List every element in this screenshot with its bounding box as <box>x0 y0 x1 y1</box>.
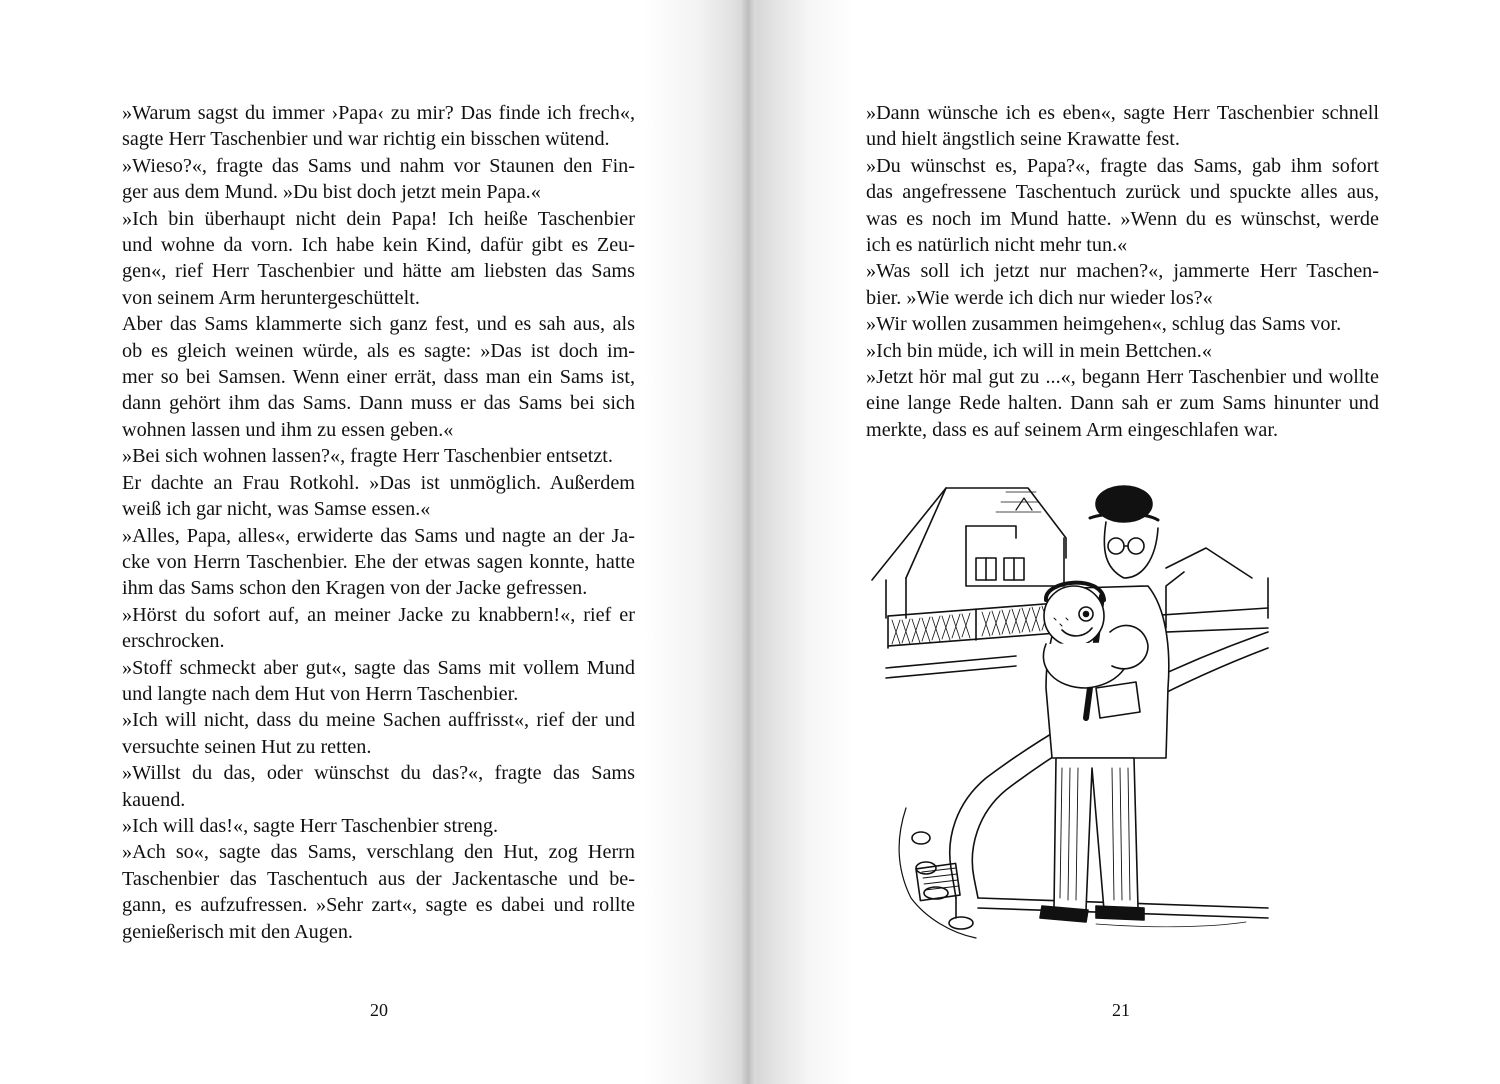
text-line: kauend. <box>122 788 186 811</box>
text-line: eine lange Rede halten. Dann sah er zum Sams hinunter und <box>866 392 1379 415</box>
text-line: Taschenbier das Taschentuch aus der Jackentasche und be- <box>122 867 635 890</box>
text-line: »Du wünschst es, Papa?«, fragte das Sams, gab ihm sofort <box>866 154 1379 177</box>
text-line: ihm das Sams schon den Kragen von der Jacke gefressen. <box>122 577 588 600</box>
text-line: »Stoff schmeckt aber gut«, sagte das Sams mit vollem Mund <box>122 656 635 679</box>
text-line: »Warum sagst du immer ›Papa‹ zu mir? Das finde ich frech«, <box>122 102 635 124</box>
text-line: bier. »Wie werde ich dich nur wieder los?« <box>866 286 1213 309</box>
text-line: wohnen lassen und ihm zu essen geben.« <box>122 418 454 441</box>
text-line: gen«, rief Herr Taschenbier und hätte am liebsten das Sams <box>122 260 635 283</box>
text-line: »Ach so«, sagte das Sams, verschlang den Hut, zog Herrn <box>122 841 635 864</box>
text-line: »Ich bin müde, ich will in mein Bettchen.« <box>866 339 1212 362</box>
text-line: Er dachte an Frau Rotkohl. »Das ist unmöglich. Außerdem <box>122 471 635 494</box>
right-page-text <box>866 100 1379 443</box>
text-line: merkte, dass es auf seinem Arm eingeschlafen war. <box>866 418 1279 441</box>
illustration-man-holding-sams <box>866 468 1276 958</box>
text-line: ger aus dem Mund. »Du bist doch jetzt mein Papa.« <box>122 181 541 204</box>
text-line: cke von Herrn Taschenbier. Ehe der etwas sagen konnte, hatte <box>122 550 635 573</box>
right-page <box>750 0 1500 1084</box>
text-line: »Ich will das!«, sagte Herr Taschenbier streng. <box>122 814 499 837</box>
text-line: von seinem Arm heruntergeschüttelt. <box>122 286 420 309</box>
left-page-number: 20 <box>370 1000 388 1020</box>
text-line: »Wieso?«, fragte das Sams und nahm vor Staunen den Fin- <box>122 154 635 177</box>
text-line: dann gehört ihm das Sams. Dann muss er das Sams bei sich <box>122 392 635 415</box>
book-gutter <box>742 0 756 1084</box>
text-line: und wohne da vorn. Ich habe kein Kind, dafür gibt es Zeu- <box>122 234 635 257</box>
text-line: »Alles, Papa, alles«, erwiderte das Sams und nagte an der Ja- <box>122 524 635 547</box>
left-page-text <box>122 100 635 945</box>
text-line: »Was soll ich jetzt nur machen?«, jammerte Herr Taschen- <box>866 260 1379 283</box>
text-line: »Ich bin überhaupt nicht dein Papa! Ich heiße Taschenbier <box>122 207 635 230</box>
text-line: was es noch im Mund hatte. »Wenn du es wünschst, werde <box>866 207 1379 230</box>
text-line: erschrocken. <box>122 630 225 653</box>
text-line: »Jetzt hör mal gut zu ...«, begann Herr Taschenbier und wollte <box>866 366 1379 389</box>
text-line: »Hörst du sofort auf, an meiner Jacke zu knabbern!«, rief er <box>122 603 635 626</box>
text-line: mer so bei Samsen. Wenn einer errät, dass man ein Sams ist, <box>122 366 635 389</box>
text-line: Aber das Sams klammerte sich ganz fest, und es sah aus, als <box>122 313 635 336</box>
text-line: sagte Herr Taschenbier und war richtig ein bisschen wütend. <box>122 128 610 151</box>
text-line: »Ich will nicht, dass du meine Sachen auffrisst«, rief der und <box>122 709 635 732</box>
house-drawing <box>872 488 1066 618</box>
text-line: »Bei sich wohnen lassen?«, fragte Herr Taschenbier entsetzt. <box>122 445 613 468</box>
text-line: ob es gleich weinen würde, als es sagte: »Das ist doch im- <box>122 339 635 362</box>
text-line: gann, es aufzufressen. »Sehr zart«, sagte es dabei und rollte <box>122 894 635 917</box>
text-line: versuchte seinen Hut zu retten. <box>122 735 372 758</box>
text-line: genießerisch mit den Augen. <box>122 920 353 943</box>
text-line: das angefressene Taschentuch zurück und spuckte alles aus, <box>866 181 1379 204</box>
text-line: und langte nach dem Hut von Herrn Taschenbier. <box>122 682 519 705</box>
text-line: weiß ich gar nicht, was Samse essen.« <box>122 498 431 521</box>
man-drawing <box>1040 486 1246 927</box>
right-page-number: 21 <box>1112 1000 1130 1020</box>
text-line: »Wir wollen zusammen heimgehen«, schlug das Sams vor. <box>866 313 1342 336</box>
text-line: »Dann wünsche ich es eben«, sagte Herr Taschenbier schnell <box>866 102 1379 124</box>
text-line: ich es natürlich nicht mehr tun.« <box>866 234 1128 257</box>
text-line: »Willst du das, oder wünschst du das?«, fragte das Sams <box>122 762 635 785</box>
text-line: und hielt ängstlich seine Krawatte fest. <box>866 128 1180 151</box>
